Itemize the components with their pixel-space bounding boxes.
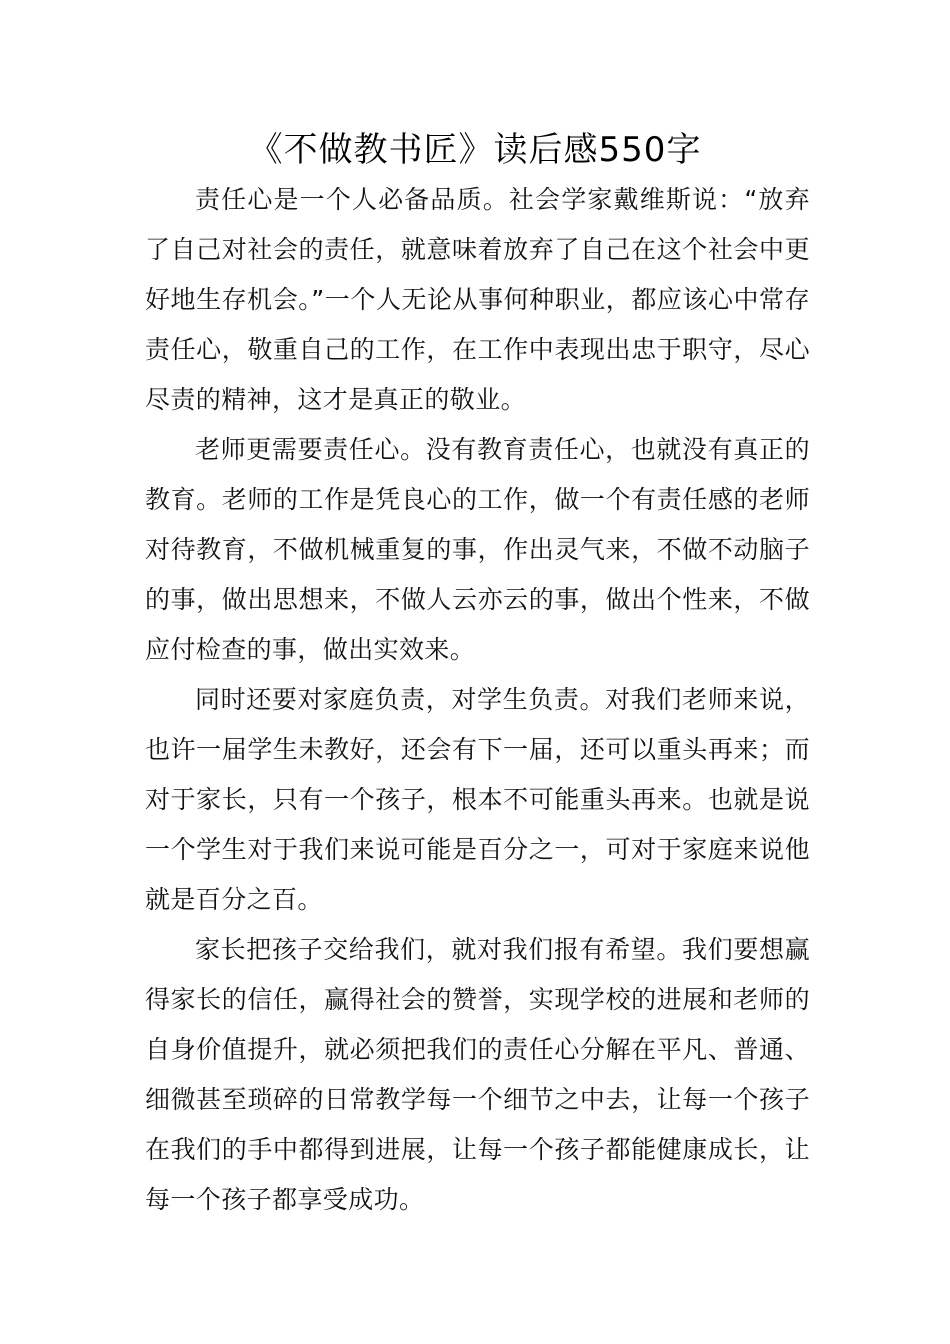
paragraph-3: 同时还要对家庭负责，对学生负责。对我们老师来说，也许一届学生未教好，还会有下一届，还可以重头再来；而对于家长，只有一个孩子，根本不可能重头再来。也就是说一个学生对于我们来说可能是百分之一，可对于家庭来说他就是百分之百。 [145,685,810,914]
paragraph-2: 老师更需要责任心。没有教育责任心，也就没有真正的教育。老师的工作是凭良心的工作，做一个有责任感的老师对待教育，不做机械重复的事，作出灵气来，不做不动脑子的事，做出思想来，不做人云亦云的事，做出个性来，不做应付检查的事，做出实效来。 [145,435,810,664]
paragraph-4: 家长把孩子交给我们，就对我们报有希望。我们要想赢得家长的信任，赢得社会的赞誉，实现学校的进展和老师的自身价值提升，就必须把我们的责任心分解在平凡、普通、细微甚至琐碎的日常教学每一个细节之中去，让每一个孩子在我们的手中都得到进展，让每一个孩子都能健康成长，让每一个孩子都享受成功。 [145,935,810,1214]
document-title: 《不做教书匠》读后感550字 [248,130,702,170]
document-body [145,175,810,1225]
paragraph-1: 责任心是一个人必备品质。社会学家戴维斯说：“放弃了自己对社会的责任，就意味着放弃了自己在这个社会中更好地生存机会。”一个人无论从事何种职业，都应该心中常存责任心，敬重自己的工作，在工作中表现出忠于职守，尽心尽责的精神，这才是真正的敬业。 [145,185,810,414]
